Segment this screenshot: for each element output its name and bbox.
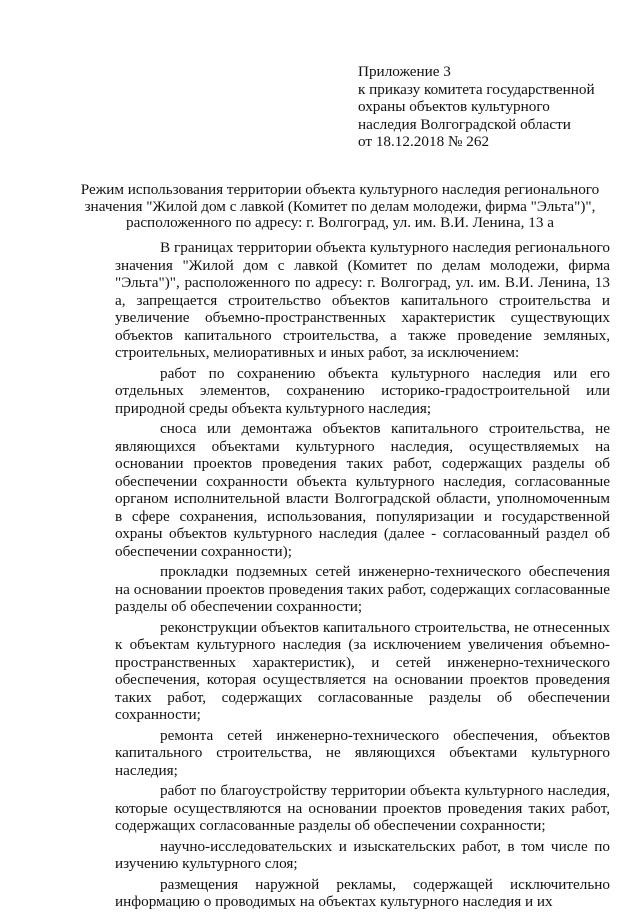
document-title	[60, 182, 620, 232]
appendix-region-line: наследия Волгоградской области	[358, 115, 571, 133]
exception-item: ремонта сетей инженерно-технического обеспечения, объектов капитального строительства, не являющихся объектами культурного наследия;	[115, 726, 610, 779]
title-line-2: значения "Жилой дом с лавкой (Комитет по делам молодежи, фирма "Эльта")",	[84, 197, 596, 215]
appendix-number: Приложение 3	[358, 63, 451, 80]
exception-item: реконструкции объектов капитального строительства, не отнесенных к объектам культурного наследия (за исключением увеличения объемно-пространственных характеристик), и сетей инженерно-технического обеспечения, которая осуществляется на основании проектов проведения таких работ, содержащих согласованные разделы об обеспечении сохранности;	[115, 618, 610, 723]
exception-item: сноса или демонтажа объектов капитального строительства, не являющихся объектами культурного наследия, осуществляемых на основании проектов проведения таких работ, содержащих разделы об обеспечении сохранности объекта культурного наследия, согласованные органом исполнительной власти Волгоградской области, уполномоченным в сфере сохранения, использования, популяризации и государственной охраны объектов культурного наследия (далее - согласованный раздел об обеспечении сохранности);	[115, 420, 610, 560]
title-line-1: Режим использования территории объекта культурного наследия регионального	[80, 181, 600, 198]
intro-paragraph: В границах территории объекта культурного наследия регионального значения "Жилой дом с лавкой (Комитет по делам молодежи, фирма "Эльта")", расположенного по адресу: г. Волгоград, ул. им. В.И. Ленина, 13 а, запрещается строительство объектов капитального строительства и увеличение объемно-пространственных характеристик существующих объектов капитального строительства, а также проведение земляных, строительных, мелиоративных и иных работ, за исключением:	[115, 239, 610, 361]
exception-item: прокладки подземных сетей инженерно-технического обеспечения на основании проектов проведения таких работ, содержащих согласованные разделы об обеспечении сохранности;	[115, 563, 610, 615]
exception-item: работ по сохранению объекта культурного наследия или его отдельных элементов, сохранению историко-градостроительной или природной среды объекта культурного наследия;	[115, 364, 610, 417]
exception-item: размещения наружной рекламы, содержащей исключительно информацию о проводимых на объектах культурного наследия и их	[115, 875, 610, 910]
document-body	[115, 239, 610, 914]
exception-item: работ по благоустройству территории объекта культурного наследия, которые осуществляются на основании проектов проведения таких работ, содержащих согласованные разделы об обеспечении сохранности;	[115, 782, 610, 834]
title-line-3: расположенного по адресу: г. Волгоград, ул. им. В.И. Ленина, 13 а	[125, 214, 554, 231]
exception-item: научно-исследовательских и изыскательских работ, в том числе по изучению культурного слоя;	[115, 837, 610, 872]
appendix-order-line: к приказу комитета государственной	[358, 80, 595, 98]
appendix-committee-line: охраны объектов культурного	[358, 98, 550, 115]
appendix-header	[358, 63, 628, 151]
appendix-date-number: от 18.12.2018 № 262	[358, 133, 490, 150]
